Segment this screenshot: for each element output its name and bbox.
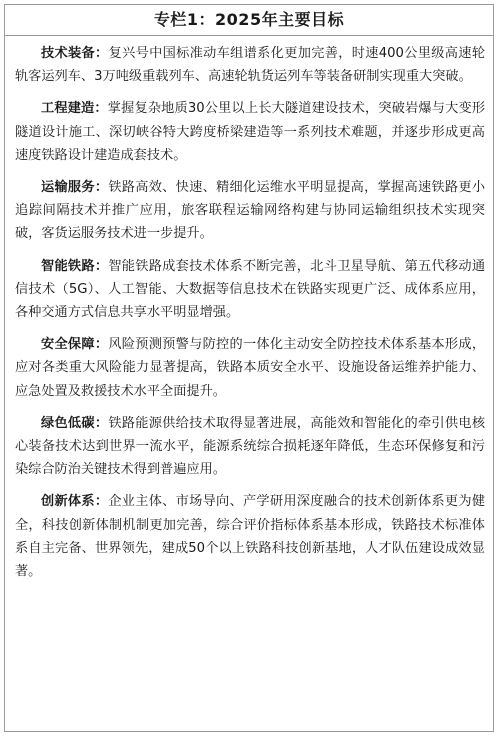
goal-heading: 智能铁路： <box>41 258 109 274</box>
goals-list <box>5 36 493 583</box>
goal-item-technical-equipment <box>15 42 485 88</box>
goal-item-transport-service <box>15 176 485 246</box>
goal-text: 铁路高效、快速、精细化运维水平明显提高，掌握高速铁路更小追踪间隔技术并推广应用，旅客联程运输网络构建与协同运输组织技术实现突破，客货运服务技术进一步提升。 <box>15 180 486 242</box>
goal-heading: 创新体系： <box>41 494 109 510</box>
goal-heading: 技术装备： <box>41 46 109 61</box>
goal-heading: 工程建造： <box>41 101 108 117</box>
goal-text: 智能铁路成套技术体系不断完善，北斗卫星导航、第五代移动通信技术（5G）、人工智能、大数据等信息技术在铁路实现更广泛、成体系应用，各种交通方式信息共享水平明显增强。 <box>15 258 486 321</box>
goal-text: 复兴号中国标准动车组谱系化更加完善，时速400公里级高速轮轨客运列车、3万吨级重载列车、高速轮轨货运列车等装备研制实现重大突破。 <box>15 46 486 85</box>
goal-text: 企业主体、市场导向、产学研用深度融合的技术创新体系更为健全，科技创新体制机制更加完善，综合评价指标体系基本形成，铁路技术标准体系自主完备、世界领先，建成50个以上铁路科技创新基地，人才队伍建设成效显著。 <box>15 494 486 580</box>
goals-panel <box>4 4 494 732</box>
goal-item-innovation-system <box>15 490 485 583</box>
goal-heading: 绿色低碳： <box>41 415 109 431</box>
goal-text: 铁路能源供给技术取得显著进展，高能效和智能化的牵引供电核心装备技术达到世界一流水平，能源系统综合损耗逐年降低，生态环保修复和污染综合防治关键技术得到普遍应用。 <box>15 415 486 478</box>
goal-heading: 运输服务： <box>41 180 109 196</box>
goal-text: 风险预测预警与防控的一体化主动安全防控技术体系基本形成，应对各类重大风险能力显著提高，铁路本质安全水平、设施设备运维养护能力、应急处置及救援技术水平全面提升。 <box>15 337 486 399</box>
panel-title: 专栏1：2025年主要目标 <box>5 5 493 36</box>
goal-item-green-low-carbon <box>15 412 485 482</box>
goal-heading: 安全保障： <box>41 337 109 353</box>
goal-item-safety-assurance <box>15 333 485 403</box>
goal-item-intelligent-railway <box>15 255 485 325</box>
goal-text: 掌握复杂地质30公里以上长大隧道建设技术，突破岩爆与大变形隧道设计施工、深切峡谷特大跨度桥梁建造等一系列技术难题，并逐步形成更高速度铁路设计建造成套技术。 <box>15 101 486 163</box>
goal-item-engineering-construction <box>15 97 485 167</box>
